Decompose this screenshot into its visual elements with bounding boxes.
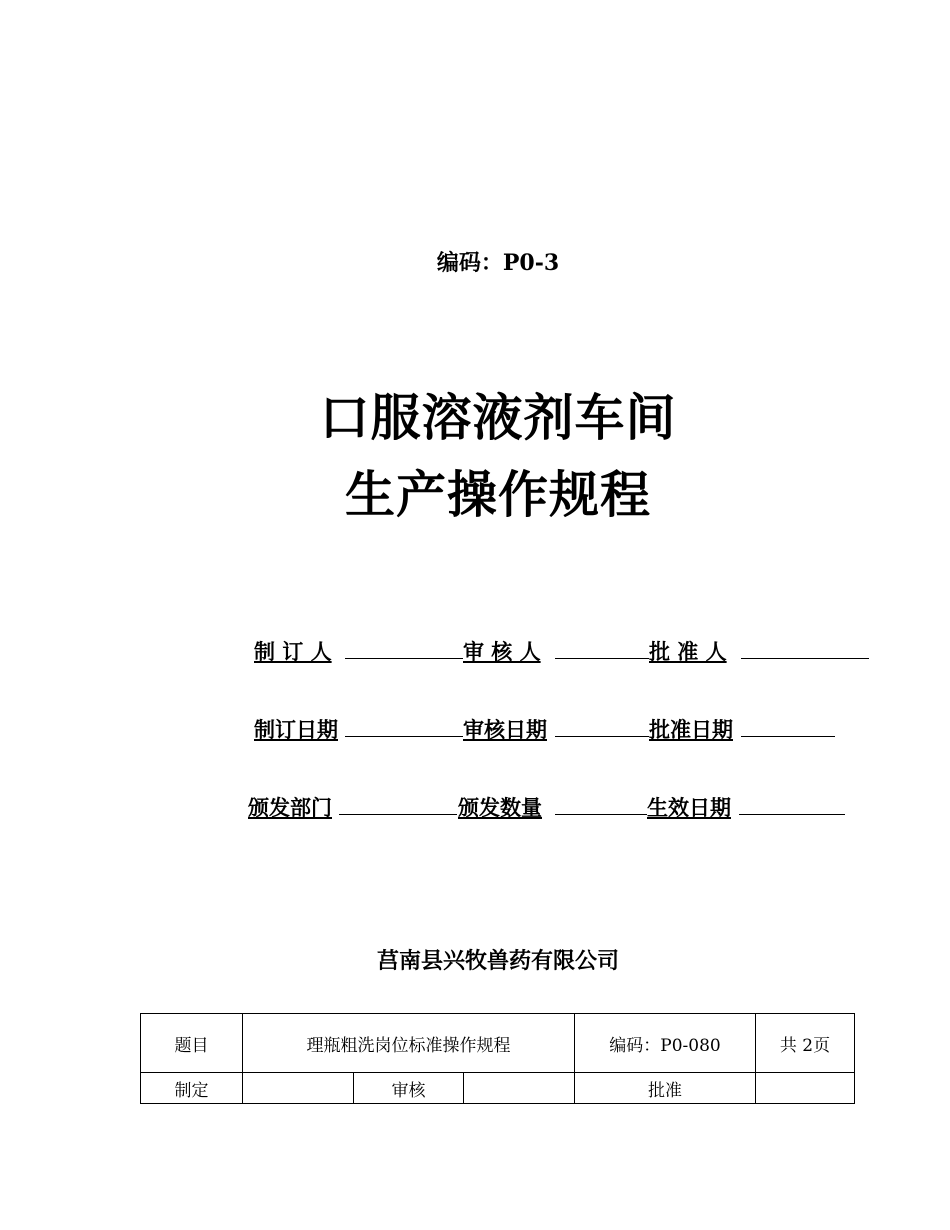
label-reviewer: 审 核 人 xyxy=(463,639,541,664)
label-effective-date: 生效日期 xyxy=(647,795,731,820)
reviewer-line xyxy=(555,658,649,659)
company-name: 莒南县兴牧兽药有限公司 xyxy=(376,948,619,974)
label-approve-date: 批准日期 xyxy=(649,717,733,742)
review-value xyxy=(464,1073,575,1104)
review-date-line xyxy=(555,736,649,737)
label-drafter: 制 订 人 xyxy=(254,639,332,664)
label-issue-dept: 颁发部门 xyxy=(248,795,332,820)
subject-label: 题目 xyxy=(141,1014,243,1073)
table-row xyxy=(141,1073,855,1104)
document-code: 编码：P0-3 xyxy=(436,250,560,276)
issue-qty-line xyxy=(555,814,647,815)
label-issue-qty: 颁发数量 xyxy=(458,795,542,820)
approver-line xyxy=(741,658,869,659)
document-title-line2: 生产操作规程 xyxy=(345,466,651,524)
approve-label: 批准 xyxy=(575,1073,756,1104)
label-review-date: 审核日期 xyxy=(463,717,547,742)
made-by-label: 制定 xyxy=(141,1073,243,1104)
document-info-table xyxy=(140,1013,855,1104)
label-draft-date: 制订日期 xyxy=(254,717,338,742)
review-label: 审核 xyxy=(354,1073,464,1104)
table-row xyxy=(141,1014,855,1073)
made-by-value xyxy=(243,1073,354,1104)
page-count-cell: 共 2页 xyxy=(756,1014,855,1073)
approve-value xyxy=(756,1073,855,1104)
effective-date-line xyxy=(739,814,845,815)
document-title-line1: 口服溶液剂车间 xyxy=(319,389,677,447)
approve-date-line xyxy=(741,736,835,737)
draft-date-line xyxy=(345,736,463,737)
doc-code-cell: 编码：P0-080 xyxy=(575,1014,756,1073)
issue-dept-line xyxy=(339,814,457,815)
drafter-line xyxy=(345,658,463,659)
label-approver: 批 准 人 xyxy=(649,639,727,664)
subject-value: 理瓶粗洗岗位标准操作规程 xyxy=(243,1014,575,1073)
